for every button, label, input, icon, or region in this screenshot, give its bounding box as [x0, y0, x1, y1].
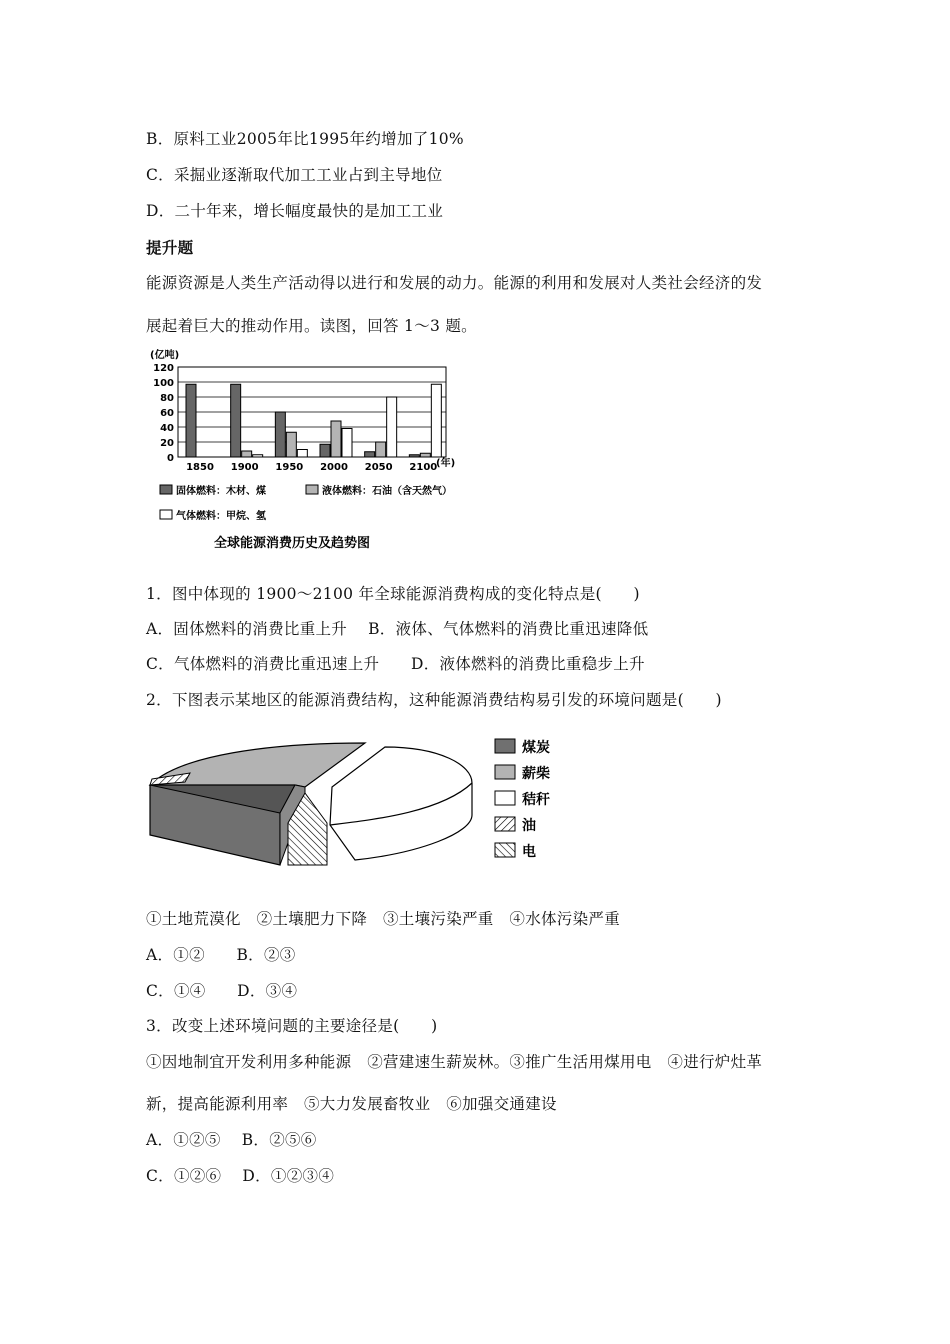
bar [186, 384, 196, 457]
pie-legend-label: 油 [522, 818, 536, 834]
question-1-options-cd: C．气体燃料的消费比重迅速上升 D．液体燃料的消费比重稳步上升 [146, 655, 645, 673]
question-3-options-cd: C．①②⑥ D．①②③④ [146, 1167, 335, 1185]
question-2-statements: ①土地荒漠化 ②土壤肥力下降 ③土壤污染严重 ④水体污染严重 [146, 910, 621, 928]
x-tick-label: 2100 [409, 462, 438, 473]
pie-slice-coal [150, 785, 295, 865]
y-tick-label: 20 [160, 438, 174, 449]
bar [409, 455, 419, 457]
intro-line-1: 能源资源是人类生产活动得以进行和发展的动力。能源的利用和发展对人类社会经济的发 [146, 274, 763, 292]
pie-slice-straw [330, 747, 472, 860]
option-d-line: D．二十年来，增长幅度最快的是加工工业 [146, 202, 444, 220]
option-c-line: C．采掘业逐渐取代加工工业占到主导地位 [146, 166, 443, 184]
question-2: 2．下图表示某地区的能源消费结构，这种能源消费结构易引发的环境问题是( ) [146, 691, 722, 709]
bar [286, 432, 296, 457]
energy-pie-chart [140, 725, 580, 875]
bar [331, 421, 341, 457]
bar [342, 429, 352, 458]
legend-liquid-label: 液体燃料：石油（含天然气） [322, 486, 452, 497]
bar [253, 455, 263, 457]
chart-xlabel: (年) [436, 458, 456, 469]
y-tick-label: 100 [153, 378, 174, 389]
x-tick-label: 1950 [275, 462, 304, 473]
pie-legend-label: 薪柴 [522, 766, 550, 782]
question-2-options-cd: C．①④ D．③④ [146, 982, 298, 1000]
pie-legend-label: 煤炭 [522, 740, 550, 756]
bar [275, 412, 285, 457]
bar [431, 384, 441, 457]
question-1-options-ab: A．固体燃料的消费比重上升 B．液体、气体燃料的消费比重迅速降低 [146, 620, 649, 638]
bar [365, 452, 375, 457]
chart-title: 全球能源消费历史及趋势图 [214, 536, 371, 551]
bar [387, 397, 397, 457]
energy-bar-chart [140, 340, 500, 555]
x-tick-label: 1850 [186, 462, 214, 473]
pie-legend-swatch [495, 817, 515, 831]
bar [420, 453, 430, 457]
legend-gas [160, 509, 266, 522]
x-tick-label: 1900 [230, 462, 259, 473]
chart-ylabel: (亿吨) [150, 350, 180, 361]
x-tick-label: 2000 [320, 462, 348, 473]
section-heading: 提升题 [146, 239, 194, 257]
intro-line-2: 展起着巨大的推动作用。读图，回答 1～3 题。 [146, 317, 477, 335]
legend-liquid [306, 484, 452, 497]
y-tick-label: 60 [160, 408, 174, 419]
pie-legend-swatch [495, 843, 515, 857]
question-1: 1．图中体现的 1900～2100 年全球能源消费构成的变化特点是( ) [146, 585, 640, 603]
bar [297, 450, 307, 458]
question-3-options-ab: A．①②⑤ B．②⑤⑥ [146, 1131, 317, 1149]
bar [231, 384, 241, 457]
pie-legend-label: 电 [522, 844, 536, 860]
pie-legend-swatch [495, 765, 515, 779]
legend-gas-label: 气体燃料：甲烷、氢 [176, 511, 266, 522]
legend-solid [160, 484, 266, 497]
bar [320, 444, 330, 457]
question-3-statements-2: 新，提高能源利用率 ⑤大力发展畜牧业 ⑥加强交通建设 [146, 1095, 557, 1113]
x-tick-label: 2050 [364, 462, 393, 473]
pie-legend-swatch [495, 739, 515, 753]
option-b-line: B．原料工业2005年比1995年约增加了10% [146, 130, 464, 148]
y-tick-label: 120 [153, 363, 174, 374]
bar [242, 451, 252, 457]
y-tick-label: 40 [160, 423, 174, 434]
bar [376, 442, 386, 457]
question-2-options-ab: A．①② B．②③ [146, 946, 296, 964]
question-3: 3．改变上述环境问题的主要途径是( ) [146, 1017, 438, 1035]
question-3-statements-1: ①因地制宜开发利用多种能源 ②营建速生薪炭林。③推广生活用煤用电 ④进行炉灶革 [146, 1053, 763, 1071]
legend-solid-label: 固体燃料：木材、煤 [176, 486, 266, 497]
pie-legend-swatch [495, 791, 515, 805]
y-tick-label: 0 [167, 453, 174, 464]
y-tick-label: 80 [160, 393, 174, 404]
pie-legend-label: 秸秆 [522, 792, 550, 808]
